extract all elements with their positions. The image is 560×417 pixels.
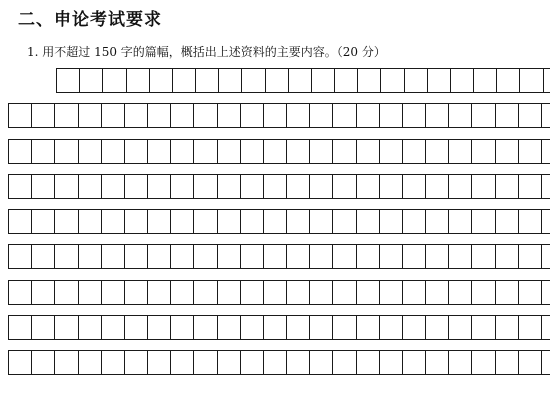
answer-cell[interactable] xyxy=(194,281,217,304)
answer-cell[interactable] xyxy=(125,281,148,304)
answer-grid-cells xyxy=(8,139,550,164)
answer-cell[interactable] xyxy=(426,351,449,374)
answer-cell[interactable] xyxy=(472,210,495,233)
answer-cell[interactable] xyxy=(242,69,265,92)
answer-cell[interactable] xyxy=(519,281,542,304)
answer-cell[interactable] xyxy=(426,281,449,304)
answer-cell[interactable] xyxy=(310,281,333,304)
answer-cell[interactable] xyxy=(32,281,55,304)
answer-cell[interactable] xyxy=(79,245,102,268)
answer-grid-row xyxy=(8,68,550,93)
answer-grid-row xyxy=(8,174,550,199)
answer-grid-row xyxy=(8,103,550,128)
answer-cell[interactable] xyxy=(79,281,102,304)
answer-cell[interactable] xyxy=(449,104,472,127)
answer-cell[interactable] xyxy=(310,175,333,198)
answer-cell[interactable] xyxy=(289,69,312,92)
answer-cell[interactable] xyxy=(79,316,102,339)
section-title: 二、申论考试要求 xyxy=(18,10,162,30)
answer-cell[interactable] xyxy=(403,351,426,374)
answer-cell[interactable] xyxy=(496,104,519,127)
answer-cell[interactable] xyxy=(55,351,78,374)
answer-cell[interactable] xyxy=(333,210,356,233)
answer-cell[interactable] xyxy=(380,351,403,374)
answer-cell[interactable] xyxy=(194,175,217,198)
answer-cell[interactable] xyxy=(358,69,381,92)
answer-cell[interactable] xyxy=(380,104,403,127)
answer-cell[interactable] xyxy=(171,210,194,233)
answer-cell[interactable] xyxy=(357,175,380,198)
answer-cell[interactable] xyxy=(241,245,264,268)
answer-cell[interactable] xyxy=(333,104,356,127)
answer-cell[interactable] xyxy=(9,281,32,304)
answer-cell[interactable] xyxy=(380,140,403,163)
answer-cell[interactable] xyxy=(449,140,472,163)
answer-cell[interactable] xyxy=(103,69,126,92)
answer-cell[interactable] xyxy=(102,210,125,233)
answer-grid-row xyxy=(8,350,550,375)
answer-cell[interactable] xyxy=(218,104,241,127)
answer-cell[interactable] xyxy=(218,316,241,339)
answer-cell[interactable] xyxy=(474,69,497,92)
answer-cell[interactable] xyxy=(449,175,472,198)
answer-cell[interactable] xyxy=(194,351,217,374)
answer-cell[interactable] xyxy=(171,104,194,127)
answer-cell[interactable] xyxy=(333,351,356,374)
answer-cell[interactable] xyxy=(403,245,426,268)
answer-cell[interactable] xyxy=(426,140,449,163)
answer-cell[interactable] xyxy=(357,210,380,233)
answer-cell[interactable] xyxy=(102,175,125,198)
answer-cell[interactable] xyxy=(219,69,242,92)
answer-cell[interactable] xyxy=(171,175,194,198)
answer-cell[interactable] xyxy=(125,351,148,374)
answer-grid-row xyxy=(8,315,550,340)
answer-cell[interactable] xyxy=(403,140,426,163)
answer-cell[interactable] xyxy=(472,281,495,304)
answer-cell[interactable] xyxy=(496,316,519,339)
answer-cell[interactable] xyxy=(148,245,171,268)
answer-cell[interactable] xyxy=(32,316,55,339)
answer-cell[interactable] xyxy=(287,351,310,374)
answer-cell[interactable] xyxy=(32,175,55,198)
answer-cell[interactable] xyxy=(264,316,287,339)
answer-cell[interactable] xyxy=(266,69,289,92)
answer-cell[interactable] xyxy=(79,210,102,233)
answer-grid-cells xyxy=(8,209,550,234)
answer-grid-cells xyxy=(8,280,550,305)
answer-cell[interactable] xyxy=(380,175,403,198)
answer-cell[interactable] xyxy=(520,69,543,92)
answer-cell[interactable] xyxy=(472,316,495,339)
answer-grid-cells xyxy=(8,103,550,128)
answer-cell[interactable] xyxy=(264,175,287,198)
answer-cell[interactable] xyxy=(287,140,310,163)
answer-cell[interactable] xyxy=(264,210,287,233)
answer-cell[interactable] xyxy=(519,245,542,268)
answer-cell[interactable] xyxy=(519,210,542,233)
answer-cell[interactable] xyxy=(428,69,451,92)
answer-cell[interactable] xyxy=(287,175,310,198)
answer-cell[interactable] xyxy=(451,69,474,92)
answer-cell[interactable] xyxy=(9,104,32,127)
answer-cell[interactable] xyxy=(194,316,217,339)
answer-cell[interactable] xyxy=(426,175,449,198)
answer-cell[interactable] xyxy=(472,245,495,268)
answer-grid-cells xyxy=(8,350,550,375)
answer-cell[interactable] xyxy=(218,351,241,374)
answer-cell[interactable] xyxy=(380,210,403,233)
answer-cell[interactable] xyxy=(148,140,171,163)
answer-cell[interactable] xyxy=(403,104,426,127)
answer-cell[interactable] xyxy=(194,104,217,127)
answer-grid-cells xyxy=(8,244,550,269)
answer-cell[interactable] xyxy=(171,140,194,163)
answer-cell[interactable] xyxy=(241,175,264,198)
answer-cell[interactable] xyxy=(405,69,428,92)
answer-cell[interactable] xyxy=(403,316,426,339)
answer-cell[interactable] xyxy=(79,140,102,163)
answer-cell[interactable] xyxy=(403,281,426,304)
answer-cell[interactable] xyxy=(449,210,472,233)
answer-cell[interactable] xyxy=(497,69,520,92)
answer-cell[interactable] xyxy=(9,175,32,198)
answer-cell[interactable] xyxy=(55,210,78,233)
answer-cell[interactable] xyxy=(32,351,55,374)
answer-cell[interactable] xyxy=(102,316,125,339)
answer-cell[interactable] xyxy=(449,281,472,304)
answer-cell[interactable] xyxy=(79,104,102,127)
answer-cell[interactable] xyxy=(171,316,194,339)
answer-cell[interactable] xyxy=(9,140,32,163)
answer-cell[interactable] xyxy=(171,351,194,374)
answer-cell[interactable] xyxy=(9,210,32,233)
answer-cell[interactable] xyxy=(333,175,356,198)
answer-cell[interactable] xyxy=(218,140,241,163)
answer-cell[interactable] xyxy=(472,104,495,127)
answer-cell[interactable] xyxy=(496,281,519,304)
answer-cell[interactable] xyxy=(472,351,495,374)
answer-cell[interactable] xyxy=(55,140,78,163)
answer-cell[interactable] xyxy=(32,210,55,233)
answer-cell[interactable] xyxy=(426,245,449,268)
answer-cell[interactable] xyxy=(102,104,125,127)
answer-cell[interactable] xyxy=(310,351,333,374)
answer-cell[interactable] xyxy=(426,104,449,127)
answer-cell[interactable] xyxy=(125,210,148,233)
answer-cell[interactable] xyxy=(125,140,148,163)
answer-cell[interactable] xyxy=(148,175,171,198)
answer-cell[interactable] xyxy=(241,281,264,304)
answer-cell[interactable] xyxy=(171,245,194,268)
answer-cell[interactable] xyxy=(148,316,171,339)
answer-cell[interactable] xyxy=(264,245,287,268)
answer-cell[interactable] xyxy=(472,175,495,198)
answer-cell[interactable] xyxy=(148,210,171,233)
answer-grid-cells xyxy=(56,68,550,93)
answer-cell[interactable] xyxy=(357,351,380,374)
answer-cell[interactable] xyxy=(264,104,287,127)
answer-cell[interactable] xyxy=(32,245,55,268)
answer-cell[interactable] xyxy=(357,316,380,339)
answer-cell[interactable] xyxy=(241,104,264,127)
answer-cell[interactable] xyxy=(241,316,264,339)
answer-cell[interactable] xyxy=(57,69,80,92)
answer-cell[interactable] xyxy=(171,281,194,304)
answer-cell[interactable] xyxy=(264,351,287,374)
answer-cell[interactable] xyxy=(496,351,519,374)
answer-cell[interactable] xyxy=(519,316,542,339)
answer-cell[interactable] xyxy=(125,104,148,127)
answer-cell[interactable] xyxy=(55,281,78,304)
answer-cell[interactable] xyxy=(55,175,78,198)
answer-cell[interactable] xyxy=(218,175,241,198)
answer-cell[interactable] xyxy=(125,245,148,268)
answer-cell[interactable] xyxy=(357,245,380,268)
answer-cell[interactable] xyxy=(403,210,426,233)
answer-cell[interactable] xyxy=(148,281,171,304)
answer-cell[interactable] xyxy=(148,351,171,374)
answer-grid-cells xyxy=(8,315,550,340)
answer-cell[interactable] xyxy=(357,104,380,127)
answer-cell[interactable] xyxy=(357,140,380,163)
question-prompt: 1. 用不超过 150 字的篇幅，概括出上述资料的主要内容。（20 分） xyxy=(27,45,386,59)
answer-cell[interactable] xyxy=(218,245,241,268)
answer-cell[interactable] xyxy=(196,69,219,92)
answer-grid xyxy=(8,68,550,386)
answer-cell[interactable] xyxy=(287,210,310,233)
answer-cell[interactable] xyxy=(241,351,264,374)
answer-cell[interactable] xyxy=(519,175,542,198)
answer-cell[interactable] xyxy=(333,316,356,339)
answer-cell[interactable] xyxy=(32,140,55,163)
answer-cell[interactable] xyxy=(310,316,333,339)
answer-cell[interactable] xyxy=(173,69,196,92)
answer-cell[interactable] xyxy=(380,316,403,339)
answer-cell[interactable] xyxy=(380,245,403,268)
answer-cell[interactable] xyxy=(310,210,333,233)
answer-cell[interactable] xyxy=(9,316,32,339)
answer-cell[interactable] xyxy=(194,210,217,233)
answer-cell[interactable] xyxy=(55,316,78,339)
answer-cell[interactable] xyxy=(80,69,103,92)
answer-cell[interactable] xyxy=(287,281,310,304)
answer-cell[interactable] xyxy=(519,351,542,374)
answer-grid-row xyxy=(8,280,550,305)
answer-cell[interactable] xyxy=(264,140,287,163)
answer-cell[interactable] xyxy=(241,140,264,163)
answer-cell[interactable] xyxy=(150,69,173,92)
answer-cell[interactable] xyxy=(519,140,542,163)
answer-cell[interactable] xyxy=(264,281,287,304)
answer-cell[interactable] xyxy=(333,281,356,304)
answer-cell[interactable] xyxy=(496,175,519,198)
answer-cell[interactable] xyxy=(102,245,125,268)
answer-cell[interactable] xyxy=(102,281,125,304)
answer-cell[interactable] xyxy=(127,69,150,92)
answer-cell[interactable] xyxy=(403,175,426,198)
answer-cell[interactable] xyxy=(426,316,449,339)
answer-cell[interactable] xyxy=(125,316,148,339)
answer-cell[interactable] xyxy=(449,245,472,268)
answer-cell[interactable] xyxy=(32,104,55,127)
answer-cell[interactable] xyxy=(496,210,519,233)
answer-cell[interactable] xyxy=(449,316,472,339)
answer-cell[interactable] xyxy=(218,281,241,304)
answer-cell[interactable] xyxy=(102,351,125,374)
answer-cell[interactable] xyxy=(380,281,403,304)
answer-grid-row xyxy=(8,139,550,164)
answer-cell[interactable] xyxy=(519,104,542,127)
answer-grid-cells xyxy=(8,174,550,199)
answer-cell[interactable] xyxy=(496,140,519,163)
answer-cell[interactable] xyxy=(55,245,78,268)
answer-cell[interactable] xyxy=(335,69,358,92)
answer-cell[interactable] xyxy=(496,245,519,268)
answer-cell[interactable] xyxy=(218,210,241,233)
answer-cell[interactable] xyxy=(102,140,125,163)
answer-cell[interactable] xyxy=(79,351,102,374)
answer-cell[interactable] xyxy=(9,351,32,374)
answer-cell[interactable] xyxy=(310,245,333,268)
answer-cell[interactable] xyxy=(449,351,472,374)
answer-cell[interactable] xyxy=(55,104,78,127)
answer-grid-row xyxy=(8,209,550,234)
answer-grid-row xyxy=(8,244,550,269)
answer-cell[interactable] xyxy=(148,104,171,127)
answer-cell[interactable] xyxy=(79,175,102,198)
answer-cell[interactable] xyxy=(9,245,32,268)
answer-cell[interactable] xyxy=(312,69,335,92)
answer-cell[interactable] xyxy=(310,104,333,127)
answer-cell[interactable] xyxy=(125,175,148,198)
answer-cell[interactable] xyxy=(357,281,380,304)
answer-cell[interactable] xyxy=(333,245,356,268)
answer-cell[interactable] xyxy=(381,69,404,92)
answer-cell[interactable] xyxy=(194,245,217,268)
answer-cell[interactable] xyxy=(287,316,310,339)
answer-cell[interactable] xyxy=(241,210,264,233)
answer-cell[interactable] xyxy=(310,140,333,163)
answer-cell[interactable] xyxy=(287,104,310,127)
answer-cell[interactable] xyxy=(426,210,449,233)
answer-cell[interactable] xyxy=(472,140,495,163)
answer-cell[interactable] xyxy=(287,245,310,268)
answer-cell[interactable] xyxy=(194,140,217,163)
answer-cell[interactable] xyxy=(333,140,356,163)
